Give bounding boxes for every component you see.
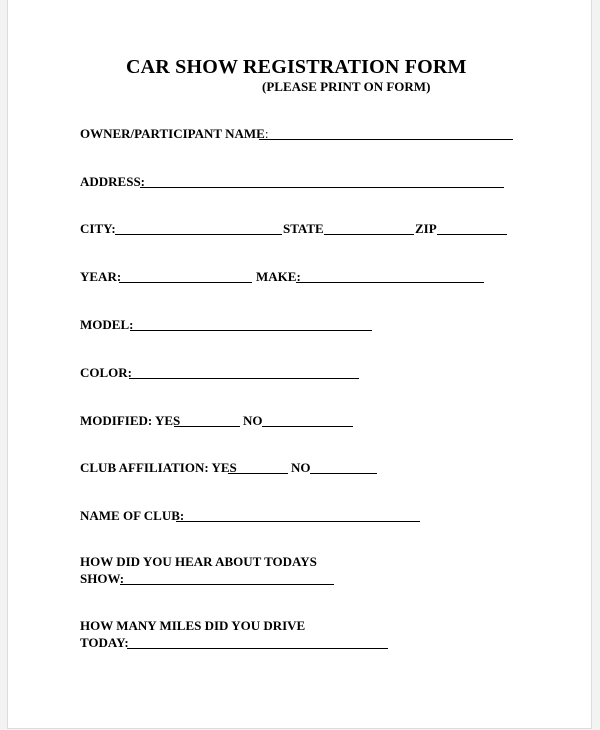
owner-name-field[interactable] xyxy=(259,139,513,140)
form-subtitle: (PLEASE PRINT ON FORM) xyxy=(262,79,431,94)
club-name-field[interactable] xyxy=(176,521,420,522)
club-name-label: NAME OF CLUB: xyxy=(80,508,185,523)
modified-no-label: NO xyxy=(243,413,263,428)
modified-yes-label: MODIFIED: YES xyxy=(80,413,181,428)
club-affiliation-no-label: NO xyxy=(291,460,311,475)
hear-about-field[interactable] xyxy=(120,584,334,585)
modified-yes-field[interactable] xyxy=(174,426,240,427)
form-title: CAR SHOW REGISTRATION FORM xyxy=(126,56,467,78)
city-field[interactable] xyxy=(115,234,282,235)
year-label: YEAR: xyxy=(80,269,122,284)
modified-no-field[interactable] xyxy=(262,426,353,427)
zip-field[interactable] xyxy=(437,234,507,235)
zip-label: ZIP xyxy=(415,221,437,236)
hear-about-label-line2: SHOW: xyxy=(80,571,125,586)
hear-about-label-line1: HOW DID YOU HEAR ABOUT TODAYS xyxy=(80,554,317,569)
club-affiliation-yes-label: CLUB AFFILIATION: YES xyxy=(80,460,237,475)
year-field[interactable] xyxy=(119,282,252,283)
make-label: MAKE: xyxy=(256,269,301,284)
color-field[interactable] xyxy=(129,378,359,379)
state-field[interactable] xyxy=(324,234,414,235)
owner-label: OWNER/PARTICIPANT NAME: xyxy=(80,126,269,141)
club-affiliation-yes-field[interactable] xyxy=(228,473,288,474)
model-field[interactable] xyxy=(130,330,372,331)
make-field[interactable] xyxy=(296,282,484,283)
state-label: STATE xyxy=(283,221,324,236)
miles-driven-label-line2: TODAY: xyxy=(80,635,129,650)
city-label: CITY: xyxy=(80,221,116,236)
model-label: MODEL: xyxy=(80,317,134,332)
club-affiliation-no-field[interactable] xyxy=(310,473,377,474)
address-field[interactable] xyxy=(140,187,504,188)
color-label: COLOR: xyxy=(80,365,132,380)
miles-driven-field[interactable] xyxy=(127,648,388,649)
miles-driven-label-line1: HOW MANY MILES DID YOU DRIVE xyxy=(80,618,306,633)
address-label: ADDRESS: xyxy=(80,174,146,189)
